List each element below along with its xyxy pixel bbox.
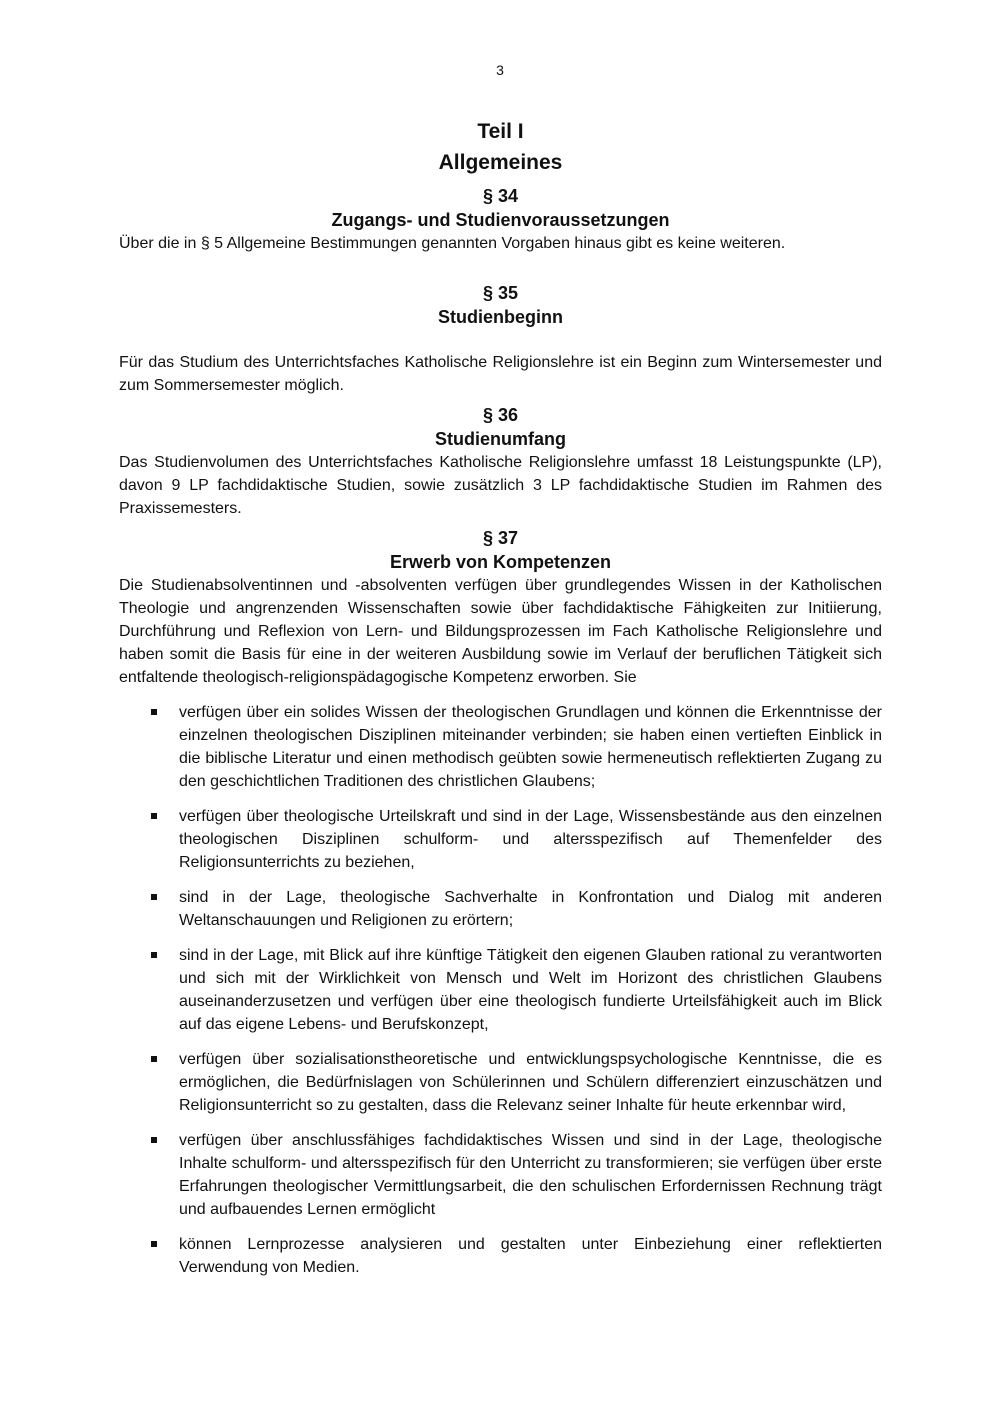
page-number: 3: [496, 62, 504, 78]
section-text: Für das Studium des Unterrichtsfaches Katholische Religionslehre ist ein Beginn zum Wintersemester und zum Sommersemester möglich.: [119, 354, 882, 394]
list-item-text: sind in der Lage, mit Blick auf ihre künftige Tätigkeit den eigenen Glauben rational zu verantworten und sich mit der Wirklichkeit von Mensch und Welt im Horizont des christlichen Glaubens auseinanderzusetzen und verfügen über eine theologisch fundierte Urteilsfähigkeit auch im Blick auf das eigene Lebens- und Berufskonzept,: [179, 947, 882, 1033]
square-bullet-icon: [151, 952, 157, 958]
list-item: [119, 1233, 882, 1279]
section-title: Erwerb von Kompetenzen: [389, 552, 612, 572]
list-item-text: verfügen über ein solides Wissen der theologischen Grundlagen und können die Erkenntnisse der einzelnen theologischen Disziplinen miteinander verbinden; sie haben einen vertieften Einblick in die biblische Literatur und einen methodisch geübten sowie hermeneutisch reflektierten Zugang zu den geschichtlichen Traditionen des christlichen Glaubens;: [179, 704, 882, 790]
section-36: [119, 403, 882, 520]
section-37: [119, 526, 882, 1279]
list-item: [119, 886, 882, 932]
section-title: Studienumfang: [435, 429, 566, 449]
list-item: [119, 805, 882, 874]
page-content: [119, 116, 882, 1291]
square-bullet-icon: [151, 709, 157, 715]
list-item: [119, 1129, 882, 1221]
list-item-text: verfügen über theologische Urteilskraft und sind in der Lage, Wissensbestände aus den einzelnen theologischen Disziplinen schulform- und altersspezifisch auf Themenfelder des Religionsunterrichts zu beziehen,: [179, 808, 882, 871]
part-title: Teil I: [477, 120, 524, 143]
square-bullet-icon: [151, 894, 157, 900]
competence-list: [119, 701, 882, 1279]
list-item-text: sind in der Lage, theologische Sachverhalte in Konfrontation und Dialog mit anderen Weltanschauungen und Religionen zu erörtern;: [179, 889, 882, 929]
section-title: Zugangs- und Studienvoraussetzungen: [331, 210, 670, 230]
list-item: [119, 701, 882, 793]
section-34: [119, 184, 882, 255]
square-bullet-icon: [151, 1137, 157, 1143]
list-item-text: verfügen über sozialisationstheoretische und entwicklungspsychologische Kenntnisse, die es ermöglichen, die Bedürfnislagen von Schülerinnen und Schülern differenziert einzuschätzen und Religionsunterricht so zu gestalten, dass die Relevanz seiner Inhalte für heute erkennbar wird,: [179, 1051, 882, 1114]
section-text: Die Studienabsolventinnen und -absolventen verfügen über grundlegendes Wissen in der Katholischen Theologie und angrenzenden Wissenschaften sowie über fachdidaktische Fähigkeiten zur Initiierung, Durchführung und Reflexion von Lern- und Bildungsprozessen im Fach Katholische Religionslehre und haben somit die Basis für eine in der weiteren Ausbildung sowie im Verlauf der beruflichen Tätigkeit sich entfaltende theologisch-religionspädagogische Kompetenz erworben. Sie: [119, 577, 882, 686]
list-item: [119, 944, 882, 1036]
square-bullet-icon: [151, 1056, 157, 1062]
square-bullet-icon: [151, 813, 157, 819]
square-bullet-icon: [151, 1241, 157, 1247]
list-item-text: können Lernprozesse analysieren und gestalten unter Einbeziehung einer reflektierten Verwendung von Medien.: [179, 1236, 882, 1276]
list-item: [119, 1048, 882, 1117]
section-title: Studienbeginn: [438, 307, 563, 327]
section-number: § 36: [482, 405, 519, 425]
section-text: Über die in § 5 Allgemeine Bestimmungen genannten Vorgaben hinaus gibt es keine weiteren.: [119, 235, 786, 252]
section-35: [119, 281, 882, 397]
section-text: Das Studienvolumen des Unterrichtsfaches Katholische Religionslehre umfasst 18 Leistungspunkte (LP), davon 9 LP fachdidaktische Studien, sowie zusätzlich 3 LP fachdidaktische Studien im Rahmen des Praxissemesters.: [119, 454, 882, 517]
section-number: § 35: [482, 283, 519, 303]
section-number: § 34: [482, 186, 519, 206]
section-number: § 37: [482, 528, 519, 548]
part-subtitle: Allgemeines: [438, 151, 563, 174]
list-item-text: verfügen über anschlussfähiges fachdidaktisches Wissen und sind in der Lage, theologische Inhalte schulform- und altersspezifisch für den Unterricht zu transformieren; sie verfügen über erste Erfahrungen theologischer Vermittlungsarbeit, die den schulischen Erfordernissen Rechnung trägt und aufbauendes Lernen ermöglicht: [179, 1132, 882, 1218]
